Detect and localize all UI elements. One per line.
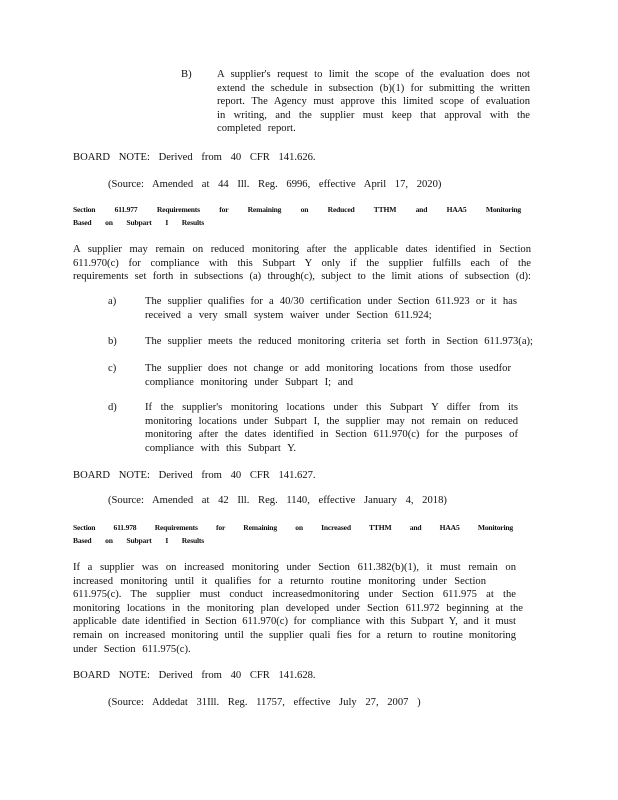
item-b-label: B) (181, 69, 192, 80)
item-b2-text: The supplier meets the reduced monitoring criteria set forth in Section 611.973(a); (145, 336, 533, 347)
item-b-text (217, 68, 530, 136)
section-977-intro: A supplier may remain on reduced monitoring after the applicable dates identified in Section 611.970(c) for compliance with this Subpart Y only if the supplier fulfills each of the requirements set forth in subsections (a) through(c), subject to the limit ations of subsection (d): (73, 244, 531, 283)
source-note-1: (Source: Amended at 44 Ill. Reg. 6996, effective April 17, 2020) (108, 179, 442, 190)
item-b2-label: b) (108, 336, 117, 347)
source-note-3: (Source: Addedat 31Ill. Reg. 11757, effective July 27, 2007 ) (108, 697, 421, 708)
section-heading-611-977: Section 611.977 Requirements for Remaining on Reduced TTHM and HAA5 Monitoring Based on Subpart I Results (73, 205, 521, 227)
item-d-text: If the supplier's monitoring locations under this Subpart Y differ from its monitoring locations under Subpart I, the supplier may not remain on reduced monitoring after the dates identified in Section 611.970(c) for the purposes of compliance with this Subpart Y. (145, 402, 518, 454)
item-b-line: report. The Agency must approve this limited scope of evaluation (217, 96, 530, 108)
item-b-line: completed report. (217, 123, 296, 135)
section-heading-611-978: Section 611.978 Requirements for Remaining on Increased TTHM and HAA5 Monitoring Based on Subpart I Results (73, 523, 513, 545)
section-978-body: If a supplier was on increased monitoring under Section 611.382(b)(1), it must remain on increased monitoring until it qualifies for a returnto routine monitoring under Section 611.975(c). The supplier must conduct increasedmonitoring under Section 611.975 at the monitoring locations in the monitoring plan developed under Section 611.972 beginning at the applicable date identified in Section 611.970(c) for compliance with this Subpart Y, and it must remain on increased monitoring until the supplier quali fies for a return to routine monitoring under Section 611.975(c). (73, 562, 523, 655)
source-note-2: (Source: Amended at 42 Ill. Reg. 1140, effective January 4, 2018) (108, 495, 447, 506)
item-b-line: A supplier's request to limit the scope of the evaluation does not (217, 69, 530, 80)
item-d-label: d) (108, 402, 117, 413)
item-c-text: The supplier does not change or add monitoring locations from those usedfor compliance monitoring under Subpart I; and (145, 363, 511, 388)
item-b-line: extend the schedule in subsection (b)(1) for submitting the written (217, 82, 530, 94)
item-a-label: a) (108, 296, 117, 307)
item-c-label: c) (108, 363, 117, 374)
board-note-2: BOARD NOTE: Derived from 40 CFR 141.627. (73, 470, 316, 481)
item-a-text: The supplier qualifies for a 40/30 certification under Section 611.923 or it has received a very small system waiver under Section 611.924; (145, 296, 517, 321)
item-b-line: in writing, and the supplier must keep that approval with the (217, 109, 530, 121)
board-note-1: BOARD NOTE: Derived from 40 CFR 141.626. (73, 152, 316, 163)
board-note-3: BOARD NOTE: Derived from 40 CFR 141.628. (73, 670, 316, 681)
